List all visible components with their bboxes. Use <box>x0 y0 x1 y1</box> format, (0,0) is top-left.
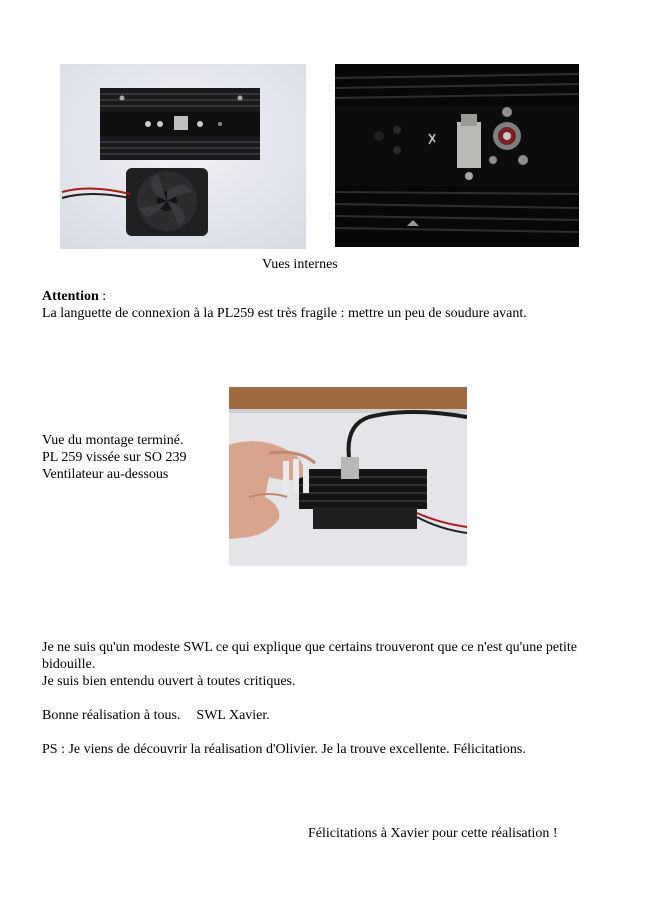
photo-finished-assembly <box>229 387 467 566</box>
paragraph-open-to-criticism: Je suis bien entendu ouvert à toutes critiques. <box>42 674 296 689</box>
signature: SWL Xavier. <box>196 708 270 723</box>
attention-label: Attention <box>42 289 99 304</box>
ps-paragraph: PS : Je viens de découvrir la réalisation d'Olivier. Je la trouve excellente. Félicitations. <box>42 742 526 757</box>
congratulations-note: Félicitations à Xavier pour cette réalisation ! <box>308 826 558 841</box>
signoff-line <box>42 707 612 724</box>
photo-heatsink-and-fan <box>60 64 306 249</box>
signoff-text: Bonne réalisation à tous. <box>42 708 181 723</box>
assembly-line-3: Ventilateur au-dessous <box>42 467 169 482</box>
attention-block <box>42 288 622 322</box>
assembly-line-2: PL 259 vissée sur SO 239 <box>42 450 187 465</box>
caption-internal-views: Vues internes <box>262 257 338 272</box>
paragraph-modest-swl: Je ne suis qu'un modeste SWL ce qui explique que certains trouveront que ce n'est qu'une petite bidouille. <box>42 640 578 672</box>
assembly-description <box>42 432 187 483</box>
attention-colon: : <box>98 289 107 304</box>
assembly-line-1: Vue du montage terminé. <box>42 433 184 448</box>
closing-section <box>42 639 612 758</box>
photo-heatsink-connector-closeup <box>335 64 579 247</box>
attention-text: La languette de connexion à la PL259 est très fragile : mettre un peu de soudure avant. <box>42 306 527 321</box>
